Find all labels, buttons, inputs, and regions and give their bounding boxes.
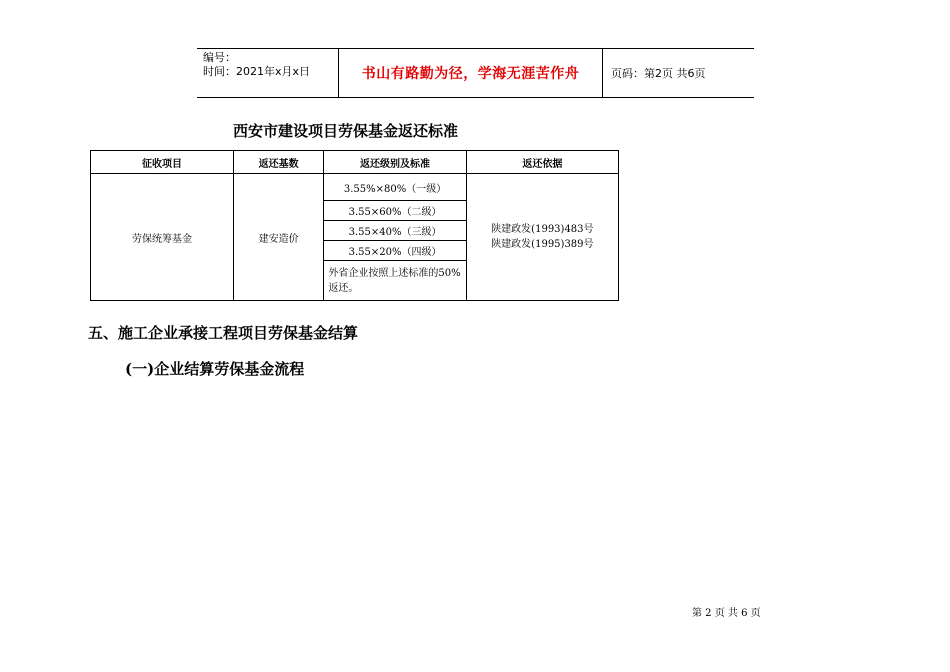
column-header: 返还依据 (466, 151, 618, 174)
level-note-cell: 外省企业按照上述标准的50%返还。 (324, 261, 466, 301)
level-cell: 3.55%×80%（一级） (324, 174, 466, 201)
header-meta (197, 49, 338, 97)
refund-standard-table (90, 150, 619, 301)
level-cell: 3.55×60%（二级） (324, 201, 466, 221)
header-motto: 书山有路勤为径，学海无涯苦作舟 (338, 49, 603, 97)
page-footer: 第 2 页 共 6 页 (692, 608, 761, 619)
document-title: 西安市建设项目劳保基金返还标准 (233, 122, 459, 140)
basis-line: 陕建政发(1995)389号 (491, 239, 594, 250)
level-cell: 3.55×20%（四级） (324, 241, 466, 261)
subsection-heading: (一)企业结算劳保基金流程 (125, 360, 305, 378)
table-header-row (91, 151, 619, 174)
doc-number-label: 编号： (203, 51, 236, 64)
levy-item-cell: 劳保统筹基金 (91, 174, 234, 301)
basis-cell (466, 174, 618, 301)
table-row (91, 174, 619, 201)
section-heading: 五、施工企业承接工程项目劳保基金结算 (88, 324, 359, 342)
doc-time-label: 时间：2021年x月x日 (203, 65, 311, 78)
basis-line: 陕建政发(1993)483号 (491, 224, 594, 235)
column-header: 征收项目 (91, 151, 234, 174)
level-cell: 3.55×40%（三级） (324, 221, 466, 241)
refund-base-cell: 建安造价 (233, 174, 323, 301)
page-header (197, 48, 754, 98)
column-header: 返还基数 (233, 151, 323, 174)
header-page-number: 页码：第2页 共6页 (611, 67, 706, 80)
column-header: 返还级别及标准 (324, 151, 466, 174)
